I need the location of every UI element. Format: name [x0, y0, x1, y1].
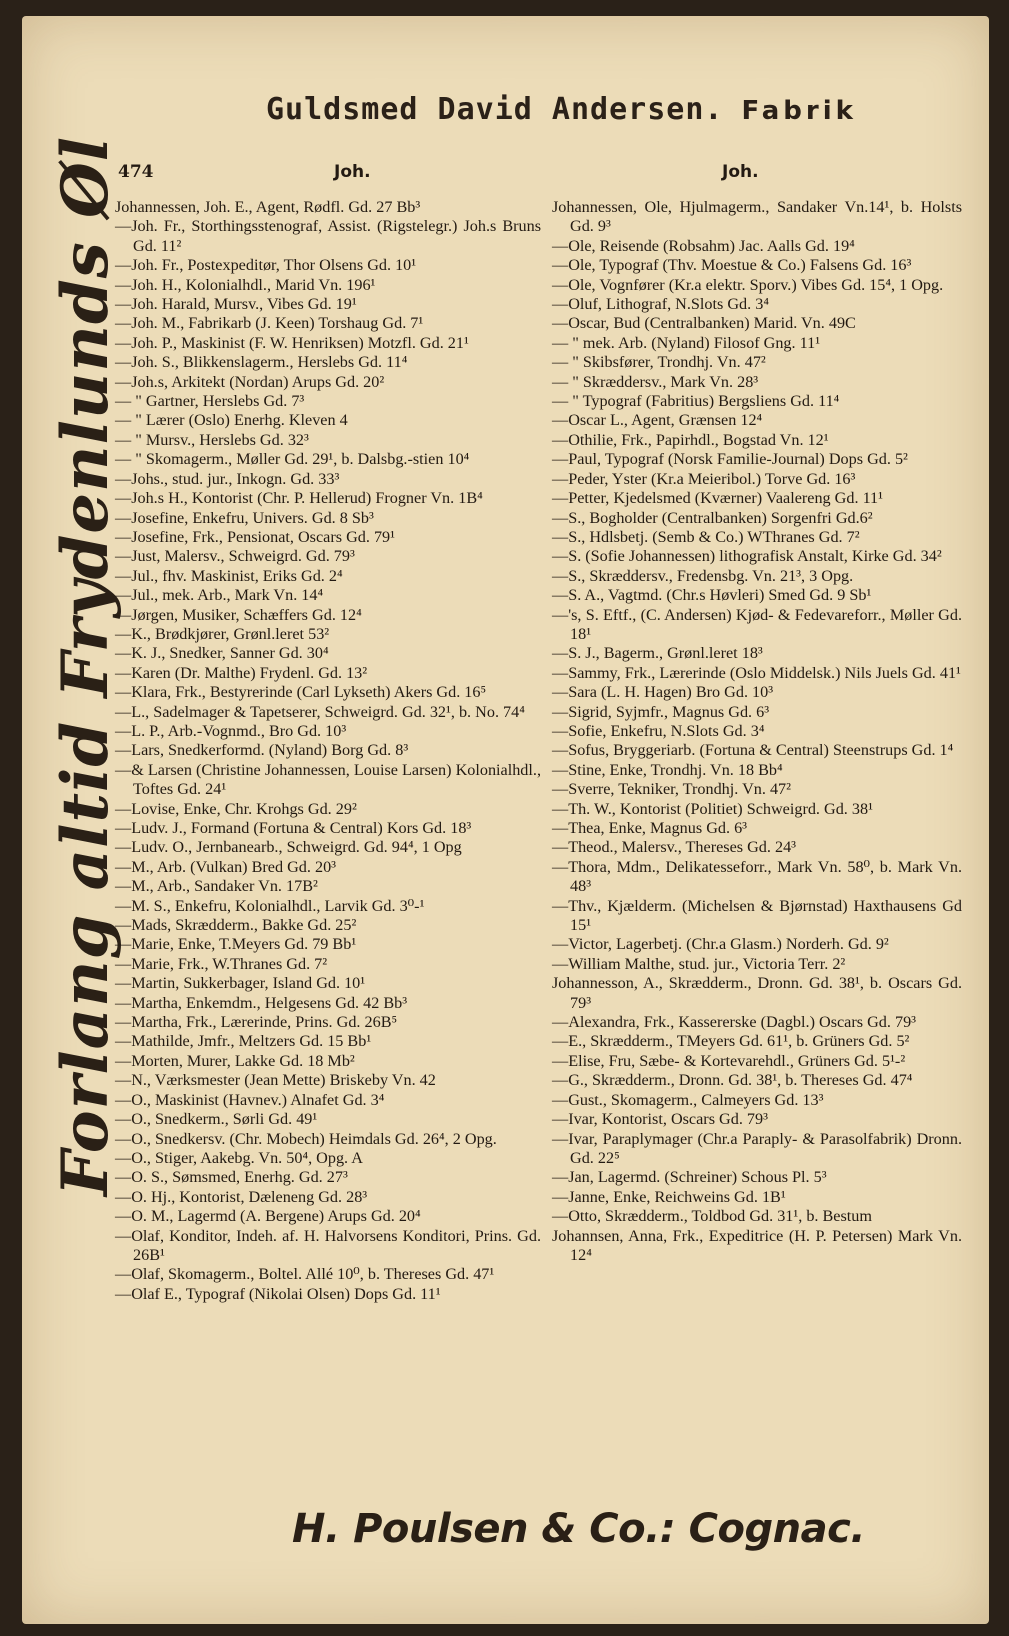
directory-entry: —Marie, Enke, T.Meyers Gd. 79 Bb¹	[115, 935, 357, 954]
directory-entry: —N., Værksmester (Jean Mette) Briskeby Vn. 42	[115, 1071, 436, 1090]
directory-entry: —S. J., Bagerm., Grønl.leret 18³	[552, 644, 763, 663]
directory-entry: —Joh. S., Blikkenslagerm., Herslebs Gd. 11⁴	[115, 353, 408, 372]
directory-entry: Johannessen, Joh. E., Agent, Rødfl. Gd. 27 Bb³	[115, 198, 421, 216]
directory-entry: —Gust., Skomagerm., Calmeyers Gd. 13³	[552, 1090, 824, 1109]
directory-entry: —K., Brødkjører, Grønl.leret 53²	[115, 624, 330, 643]
directory-entry: —Jul., fhv. Maskinist, Eriks Gd. 2⁴	[115, 566, 343, 585]
directory-entry: —Sofus, Bryggeriarb. (Fortuna & Central) Steenstrups Gd. 1⁴	[552, 741, 954, 760]
banner-title: Guldsmed David Andersen.	[266, 92, 724, 127]
directory-entry: —Thora, Mdm., Delikatesseforr., Mark Vn. 58⁰, b. Mark Vn. 48³	[552, 857, 962, 896]
directory-entry: —& Larsen (Christine Johannessen, Louise Larsen) Kolonialhdl., Toftes Gd. 24¹	[115, 760, 541, 799]
directory-entry: —Stine, Enke, Trondhj. Vn. 18 Bb⁴	[552, 760, 783, 779]
directory-entry: Johannessen, Ole, Hjulmagerm., Sandaker Vn.14¹, b. Holsts Gd. 9³	[552, 198, 962, 236]
directory-entry: —Joh. H., Kolonialhdl., Marid Vn. 196¹	[115, 275, 376, 294]
directory-entry: —Joh. Harald, Mursv., Vibes Gd. 19¹	[115, 295, 357, 314]
directory-entry: —E., Skrædderm., TMeyers Gd. 61¹, b. Grüners Gd. 5²	[552, 1032, 910, 1051]
directory-entry: —Sofie, Enkefru, N.Slots Gd. 3⁴	[552, 721, 765, 740]
directory-entry: —Thv., Kjælderm. (Michelsen & Bjørnstad) Haxthausens Gd 15¹	[552, 896, 962, 935]
directory-entry: —S. (Sofie Johannessen) lithografisk Anstalt, Kirke Gd. 34²	[552, 547, 942, 566]
directory-entry: —'s, S. Eftf., (C. Andersen) Kjød- & Fedevareforr., Møller Gd. 18¹	[552, 605, 962, 643]
directory-entry: —Petter, Kjedelsmed (Kværner) Vaalereng Gd. 11¹	[552, 489, 884, 508]
directory-entry: —Olaf, Skomagerm., Boltel. Allé 10⁰, b. Thereses Gd. 47¹	[115, 1265, 495, 1284]
directory-entry: —Ole, Typograf (Thv. Moestue & Co.) Falsens Gd. 16³	[552, 256, 912, 275]
directory-entry: —Klara, Frk., Bestyrerinde (Carl Lykseth) Akers Gd. 16⁵	[115, 683, 487, 702]
directory-entry: —Otto, Skrædderm., Toldbod Gd. 31¹, b. Bestum	[552, 1207, 872, 1226]
directory-entry: —Joh.s, Arkitekt (Nordan) Arups Gd. 20²	[115, 372, 385, 391]
directory-entry: —Ludv. J., Formand (Fortuna & Central) Kors Gd. 18³	[115, 819, 472, 837]
directory-entry: — " Gartner, Herslebs Gd. 7³	[115, 392, 305, 411]
directory-entry: —Martha, Enkemdm., Helgesens Gd. 42 Bb³	[115, 993, 408, 1012]
right-column	[552, 198, 962, 1265]
directory-entry: Johannsen, Anna, Frk., Expeditrice (H. P. Petersen) Mark Vn. 12⁴	[552, 1226, 962, 1264]
directory-entry: —Ivar, Paraplymager (Chr.a Paraply- & Parasolfabrik) Dronn. Gd. 22⁵	[552, 1129, 962, 1167]
directory-entry: —Martin, Sukkerbager, Island Gd. 10¹	[115, 974, 366, 993]
directory-entry: —Marie, Frk., W.Thranes Gd. 7²	[115, 954, 328, 973]
directory-entry: — " Mursv., Herslebs Gd. 32³	[115, 430, 309, 449]
directory-entry: —Just, Malersv., Schweigrd. Gd. 79³	[115, 547, 355, 566]
directory-entry: —M., Arb., Sandaker Vn. 17B²	[115, 877, 318, 896]
directory-entry: —G., Skrædderm., Dronn. Gd. 38¹, b. Thereses Gd. 47⁴	[552, 1071, 913, 1090]
directory-entry: — " mek. Arb. (Nyland) Filosof Gng. 11¹	[552, 333, 821, 352]
directory-entry: —Oluf, Lithograf, N.Slots Gd. 3⁴	[552, 295, 769, 314]
directory-entry: —Ivar, Kontorist, Oscars Gd. 79³	[552, 1110, 768, 1129]
directory-entry: —L., Sadelmager & Tapetserer, Schweigrd. Gd. 32¹, b. No. 74⁴	[115, 702, 525, 721]
directory-entry: —S., Hdlsbetj. (Semb & Co.) WThranes Gd. 7²	[552, 527, 860, 546]
directory-entry: —O. M., Lagermd (A. Bergene) Arups Gd. 20⁴	[115, 1207, 421, 1226]
directory-entry: —O. Hj., Kontorist, Dæleneng Gd. 28³	[115, 1187, 368, 1206]
directory-entry: —O., Snedkerm., Sørli Gd. 49¹	[115, 1110, 318, 1129]
directory-entry: —Johs., stud. jur., Inkogn. Gd. 33³	[115, 469, 340, 488]
directory-entry: —O., Snedkersv. (Chr. Mobech) Heimdals Gd. 26⁴, 2 Opg.	[115, 1129, 497, 1148]
banner-fabrik: Fabrik	[741, 96, 857, 126]
directory-entry: —Olaf, Konditor, Indeh. af. H. Halvorsens Konditori, Prins. Gd. 26B¹	[115, 1226, 541, 1264]
directory-entry: —Lovise, Enke, Chr. Krohgs Gd. 29²	[115, 799, 357, 818]
directory-entry: —Peder, Yster (Kr.a Meieribol.) Torve Gd. 16³	[552, 469, 856, 488]
directory-entry: —Sammy, Frk., Lærerinde (Oslo Middelsk.) Nils Juels Gd. 41¹	[552, 663, 961, 682]
directory-entry: —Karen (Dr. Malthe) Frydenl. Gd. 13²	[115, 663, 368, 682]
banner-ad	[266, 92, 986, 127]
directory-entry: —Oscar, Bud (Centralbanken) Marid. Vn. 49C	[552, 314, 856, 333]
directory-entry: —Ole, Vognfører (Kr.a elektr. Sporv.) Vibes Gd. 15⁴, 1 Opg.	[552, 275, 944, 294]
directory-entry: —M., Arb. (Vulkan) Bred Gd. 20³	[115, 857, 337, 876]
directory-entry: —O., Stiger, Aakebg. Vn. 50⁴, Opg. A	[115, 1148, 363, 1167]
directory-entry: —Othilie, Frk., Papirhdl., Bogstad Vn. 12¹	[552, 430, 829, 449]
directory-entry: —Paul, Typograf (Norsk Familie-Journal) Dops Gd. 5²	[552, 450, 908, 469]
directory-entry: — " Lærer (Oslo) Enerhg. Kleven 4	[115, 411, 348, 430]
directory-entry: —Ludv. O., Jernbanearb., Schweigrd. Gd. 94⁴, 1 Opg	[115, 838, 462, 857]
directory-entry: —Ole, Reisende (Robsahm) Jac. Aalls Gd. 19⁴	[552, 236, 855, 255]
directory-entry: —Jan, Lagermd. (Schreiner) Schous Pl. 5³	[552, 1168, 827, 1187]
directory-entry: —Joh. M., Fabrikarb (J. Keen) Torshaug Gd. 7¹	[115, 314, 424, 333]
directory-entry: —William Malthe, stud. jur., Victoria Terr. 2²	[552, 954, 846, 973]
directory-entry: — " Skibsfører, Trondhj. Vn. 47²	[552, 353, 766, 372]
directory-entry: —M. S., Enkefru, Kolonialhdl., Larvik Gd. 3⁰-¹	[115, 896, 425, 915]
running-head-left: Joh.	[334, 162, 371, 182]
directory-entry: —Sara (L. H. Hagen) Bro Gd. 10³	[552, 683, 774, 702]
left-column	[115, 198, 541, 1304]
running-head-right: Joh.	[722, 162, 759, 182]
directory-entry: —Joh. P., Maskinist (F. W. Henriksen) Motzfl. Gd. 21¹	[115, 333, 469, 352]
directory-entry: —O. S., Sømsmed, Enerhg. Gd. 27³	[115, 1168, 348, 1187]
directory-entry: —Theod., Malersv., Thereses Gd. 24³	[552, 838, 797, 857]
directory-page	[22, 16, 989, 1624]
page-number: 474	[118, 162, 154, 182]
directory-entry: —Th. W., Kontorist (Politiet) Schweigrd. Gd. 38¹	[552, 799, 873, 818]
directory-entry: —O., Maskinist (Havnev.) Alnafet Gd. 3⁴	[115, 1090, 385, 1109]
directory-entry: —Josefine, Frk., Pensionat, Oscars Gd. 79¹	[115, 527, 396, 546]
directory-entry: —Sigrid, Syjmfr., Magnus Gd. 6³	[552, 702, 770, 721]
directory-entry: —Mads, Skrædderm., Bakke Gd. 25²	[115, 916, 357, 935]
directory-entry: —Alexandra, Frk., Kassererske (Dagbl.) Oscars Gd. 79³	[552, 1013, 917, 1032]
directory-entry: —Joh.s H., Kontorist (Chr. P. Hellerud) Frogner Vn. 1B⁴	[115, 489, 483, 508]
directory-entry: —S., Skræddersv., Fredensbg. Vn. 21³, 3 Opg.	[552, 566, 854, 585]
directory-entry: —Josefine, Enkefru, Univers. Gd. 8 Sb³	[115, 508, 374, 527]
directory-entry: —Jul., mek. Arb., Mark Vn. 14⁴	[115, 586, 324, 605]
directory-entry: —Morten, Murer, Lakke Gd. 18 Mb²	[115, 1051, 355, 1070]
directory-entry: —K. J., Snedker, Sanner Gd. 30⁴	[115, 644, 329, 663]
directory-entry: —Jørgen, Musiker, Schæffers Gd. 12⁴	[115, 605, 362, 624]
directory-entry: —Mathilde, Jmfr., Meltzers Gd. 15 Bb¹	[115, 1032, 372, 1051]
directory-entry: —Olaf E., Typograf (Nikolai Olsen) Dops Gd. 11¹	[115, 1284, 441, 1303]
directory-entry: —Joh. Fr., Storthingsstenograf, Assist. (Rigstelegr.) Joh.s Bruns Gd. 11²	[115, 217, 541, 255]
directory-entry: —Thea, Enke, Magnus Gd. 6³	[552, 819, 748, 837]
footer-ad: H. Poulsen & Co.: Cognac.	[292, 1506, 866, 1552]
directory-entry: —Victor, Lagerbetj. (Chr.a Glasm.) Norderh. Gd. 9²	[552, 935, 889, 954]
directory-entry: —Sverre, Tekniker, Trondhj. Vn. 47²	[552, 780, 791, 799]
directory-entry: —Lars, Snedkerformd. (Nyland) Borg Gd. 8³	[115, 741, 409, 760]
directory-entry: —Joh. Fr., Postexpeditør, Thor Olsens Gd. 10¹	[115, 256, 417, 275]
directory-entry: —Martha, Frk., Lærerinde, Prins. Gd. 26B⁵	[115, 1013, 398, 1032]
directory-entry: —S., Bogholder (Centralbanken) Sorgenfri Gd.6²	[552, 508, 873, 527]
directory-entry: Johannesson, A., Skrædderm., Dronn. Gd. 38¹, b. Oscars Gd. 79³	[552, 974, 962, 1012]
directory-entry: — " Typograf (Fabritius) Bergsliens Gd. 11⁴	[552, 392, 840, 411]
directory-entry: — " Skræddersv., Mark Vn. 28³	[552, 372, 759, 391]
directory-entry: —S. A., Vagtmd. (Chr.s Høvleri) Smed Gd. 9 Sb¹	[552, 586, 872, 605]
directory-entry: —L. P., Arb.-Vognmd., Bro Gd. 10³	[115, 721, 347, 740]
directory-entry: — " Skomagerm., Møller Gd. 29¹, b. Dalsbg.-stien 10⁴	[115, 450, 470, 469]
sidebar-ad: Forlang altid Frydenlunds Øl	[48, 135, 123, 1196]
directory-entry: —Janne, Enke, Reichweins Gd. 1B¹	[552, 1187, 786, 1206]
directory-entry: —Elise, Fru, Sæbe- & Kortevarehdl., Grüners Gd. 5¹-²	[552, 1051, 906, 1070]
directory-entry: —Oscar L., Agent, Grænsen 12⁴	[552, 411, 763, 430]
